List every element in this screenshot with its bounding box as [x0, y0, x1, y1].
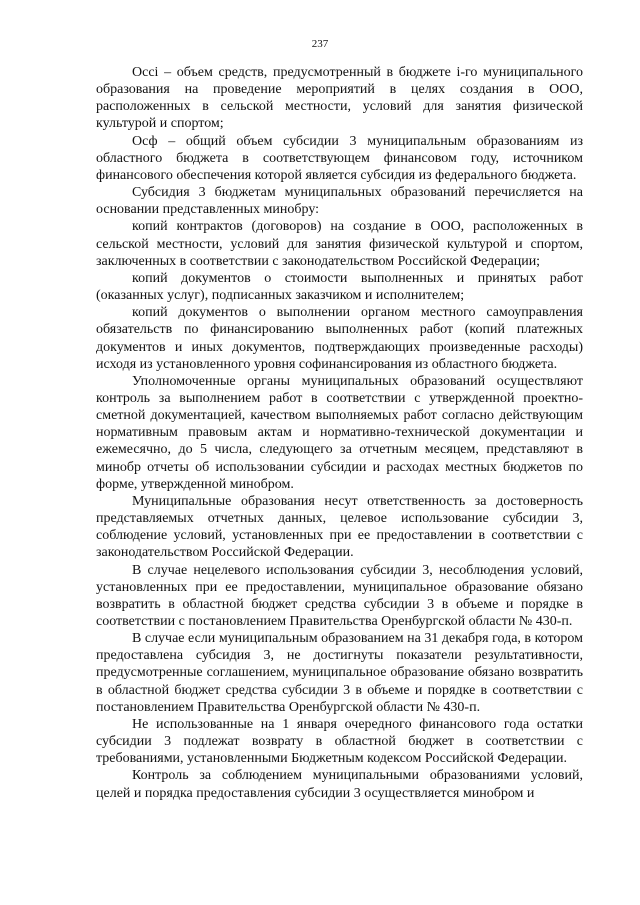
document-body: [96, 64, 583, 802]
paragraph: Осci – объем средств, предусмотренный в бюджете i-го муниципального образования на проведение мероприятий в целях создания в ООО, расположенных в сельской местности, условий для занятия физической культурой и спортом;: [96, 65, 583, 132]
paragraph: Муниципальные образования несут ответственность за достоверность представляемых отчетных данных, целевое использование субсидии 3, соблюдение условий, установленных при ее предоставлении в соответствии с законодательством Российской Федерации.: [96, 493, 583, 561]
paragraph: Осф – общий объем субсидии 3 муниципальным образованиям из областного бюджета в соответствующем финансовом году, источником финансового обеспечения которой является субсидия из федерального бюджета.: [96, 133, 583, 183]
page-number: 237: [311, 38, 329, 50]
paragraph: Контроль за соблюдением муниципальными образованиями условий, целей и порядка предоставления субсидии 3 осуществляется минобром и: [96, 768, 583, 801]
paragraph: Субсидия 3 бюджетам муниципальных образований перечисляется на основании представленных минобру:: [96, 185, 583, 218]
paragraph: В случае если муниципальным образованием на 31 декабря года, в котором предоставлена субсидия 3, не достигнуты показатели результативности, предусмотренные соглашением, муниципальное образование обязано возвратить в областной бюджет средства субсидии 3 в объеме и порядке в соответствии с постановлением Правительства Оренбургской области № 430-п.: [96, 631, 583, 715]
paragraph: копий документов о стоимости выполненных и принятых работ (оказанных услуг), подписанных заказчиком и исполнителем;: [96, 270, 583, 304]
paragraph: Не использованные на 1 января очередного финансового года остатки субсидии 3 подлежат возврату в областной бюджет в соответствии с требованиями, установленными Бюджетным кодексом Российской Федерации.: [96, 716, 583, 767]
paragraph: В случае нецелевого использования субсидии 3, несоблюдения условий, установленных при ее предоставлении, муниципальное образование обязано возвратить в областной бюджет средства субсидии 3 в объеме и порядке в соответствии с постановлением Правительства Оренбургской области № 430-п.: [96, 562, 583, 629]
paragraph: Уполномоченные органы муниципальных образований осуществляют контроль за выполнением работ в соответствии с утвержденной проектно-сметной документацией, качеством выполняемых работ согласно действующим нормативным правовым актам и нормативно-технической документации и ежемесячно, до 5 числа, следующего за отчетным месяцем, представляют в минобр отчеты об использовании субсидии и расходах местных бюджетов по форме, утвержденной минобром.: [96, 373, 583, 492]
paragraph: копий контрактов (договоров) на создание в ООО, расположенных в сельской местности, условий для занятия физической культурой и спортом, заключенных в соответствии с законодательством Российской Федерации;: [96, 219, 583, 269]
paragraph: копий документов о выполнении органом местного самоуправления обязательств по финансированию выполненных работ (копий платежных документов и иных документов, подтверждающих произведенные расходы) исходя из установленного уровня софинансирования из областного бюджета.: [96, 305, 583, 372]
